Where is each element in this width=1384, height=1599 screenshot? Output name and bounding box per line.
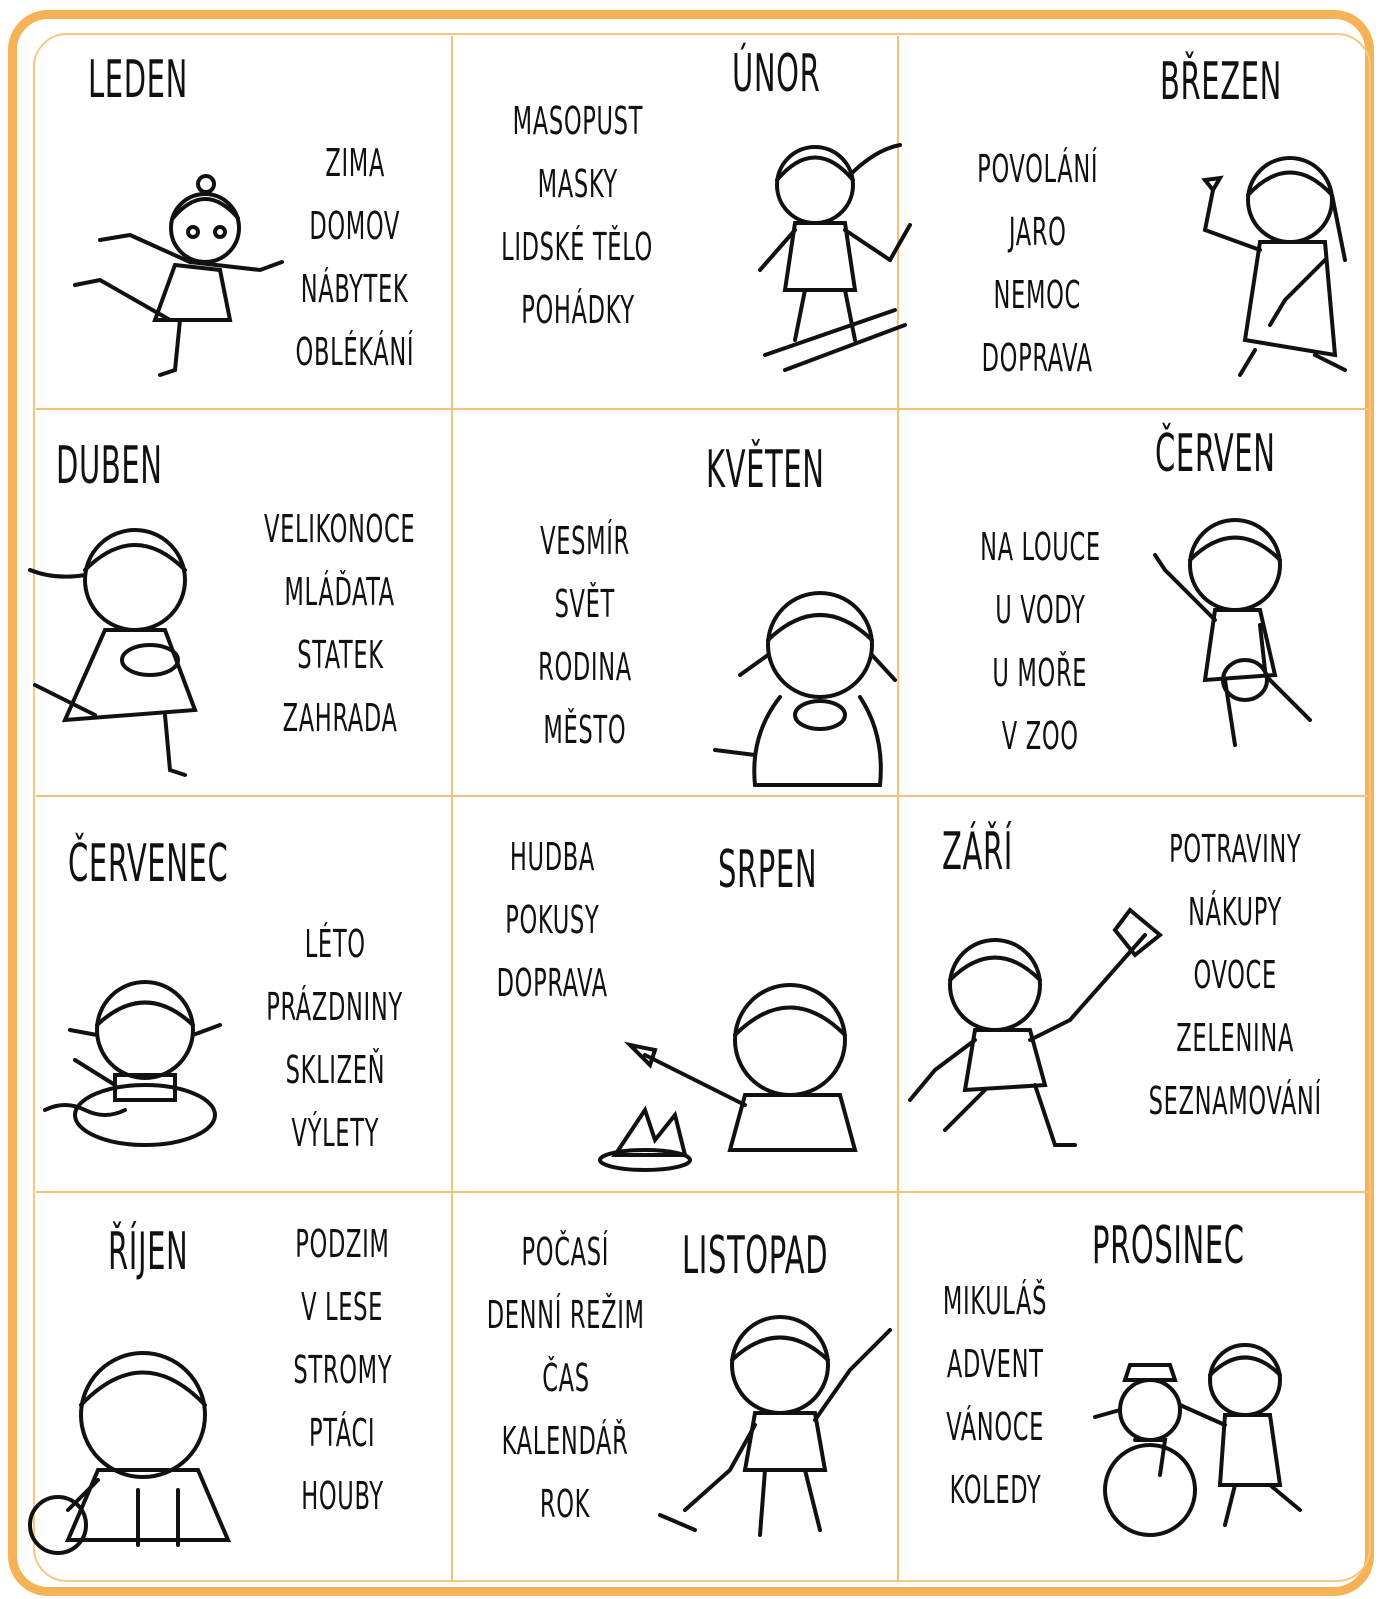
month-title-unor: ÚNOR <box>732 44 821 104</box>
topic-item: ZAHRADA <box>282 696 398 740</box>
girl-with-easter-basket-icon <box>25 520 225 784</box>
topic-item: PTÁCI <box>309 1411 376 1455</box>
topic-item: VESMÍR <box>540 519 630 563</box>
month-title-rijen: ŘÍJEN <box>108 1222 189 1282</box>
month-title-leden: LEDEN <box>88 50 188 110</box>
topic-item: KALENDÁŘ <box>502 1419 629 1463</box>
topic-item: DOPRAVA <box>496 961 609 1005</box>
topic-item: SEZNAMOVÁNÍ <box>1148 1079 1322 1123</box>
topic-item: POHÁDKY <box>520 288 635 332</box>
topic-item: NA LOUCE <box>979 525 1101 569</box>
topic-item: DENNÍ REŽIM <box>486 1293 645 1337</box>
topic-item: PRÁZDNINY <box>266 985 404 1029</box>
month-title-kveten: KVĚTEN <box>706 440 825 500</box>
month-title-srpen: SRPEN <box>718 840 818 900</box>
topic-item: MĚSTO <box>543 708 627 752</box>
topic-item: STATEK <box>296 633 384 677</box>
topic-item: ZIMA <box>325 141 385 185</box>
boy-at-campfire-icon <box>595 980 875 1179</box>
topic-item: U MOŘE <box>992 651 1088 695</box>
topic-item: OVOCE <box>1193 953 1277 997</box>
topic-item: RODINA <box>538 645 632 689</box>
boy-with-rake-icon <box>655 1310 895 1549</box>
topic-item: STROMY <box>293 1348 392 1392</box>
topic-item: ADVENT <box>946 1342 1044 1386</box>
topic-item: VÝLETY <box>291 1111 379 1155</box>
topic-item: NÁKUPY <box>1188 890 1282 934</box>
topic-list-duben <box>240 498 440 750</box>
topic-item: HUDBA <box>509 835 596 879</box>
grid-divider <box>36 1191 1370 1193</box>
month-title-cerven: ČERVEN <box>1155 424 1276 484</box>
girl-with-kitten-icon <box>710 585 900 804</box>
grid-divider <box>36 408 1370 410</box>
topic-item: V LESE <box>301 1285 384 1329</box>
topic-list-brezen <box>950 138 1125 390</box>
grid-divider <box>451 36 453 1582</box>
topic-item: MASKY <box>537 162 618 206</box>
topic-item: SKLIZEŇ <box>285 1048 385 1092</box>
ice-skating-girl-icon <box>60 170 290 384</box>
topic-item: DOMOV <box>309 204 401 248</box>
topic-item: KOLEDY <box>949 1468 1041 1512</box>
topic-item: POVOLÁNÍ <box>976 147 1099 191</box>
topic-item: POTRAVINY <box>1168 827 1302 871</box>
topic-item: ROK <box>540 1482 591 1526</box>
month-title-duben: DUBEN <box>56 436 163 496</box>
topic-list-kveten <box>500 510 670 762</box>
topic-item: MLÁĎATA <box>284 570 396 614</box>
topic-list-cervenec <box>250 913 420 1165</box>
topic-list-prosinec <box>920 1270 1070 1522</box>
topic-item: PODZIM <box>295 1222 390 1266</box>
topic-list-cerven <box>955 516 1125 768</box>
topic-item: OBLÉKÁNÍ <box>295 330 415 374</box>
topic-item: ZELENINA <box>1176 1016 1294 1060</box>
topic-item: MASOPUST <box>512 99 643 143</box>
waving-girl-icon <box>1145 510 1325 759</box>
topic-item: MIKULÁŠ <box>942 1279 1048 1323</box>
girl-in-swim-ring-icon <box>45 975 245 1159</box>
topic-list-listopad <box>468 1221 663 1536</box>
topic-list-leden <box>270 132 440 384</box>
month-title-prosinec: PROSINEC <box>1092 1216 1245 1276</box>
month-title-listopad: LISTOPAD <box>682 1226 829 1286</box>
topic-item: NEMOC <box>993 273 1082 317</box>
topic-item: HOUBY <box>301 1474 384 1518</box>
topic-item: SVĚT <box>554 582 616 626</box>
topic-item: POČASÍ <box>521 1230 610 1274</box>
topic-list-rijen <box>275 1213 410 1528</box>
topic-item: POKUSY <box>505 898 600 942</box>
skiing-child-icon <box>745 130 915 384</box>
girl-with-flowers-icon <box>1185 150 1355 394</box>
topic-item: LIDSKÉ TĚLO <box>501 225 654 269</box>
topic-item: VELIKONOCE <box>264 507 416 551</box>
girl-with-mushroom-basket-icon <box>28 1340 238 1564</box>
month-title-brezen: BŘEZEN <box>1160 52 1282 112</box>
topic-list-unor <box>470 90 685 342</box>
topic-item: NÁBYTEK <box>301 267 409 311</box>
topic-item: LÉTO <box>304 922 366 966</box>
topic-item: U VODY <box>994 588 1086 632</box>
topic-item: V ZOO <box>1001 714 1079 758</box>
month-title-zari: ZÁŘÍ <box>942 822 1013 882</box>
topic-item: JARO <box>1008 210 1067 254</box>
month-title-cervenec: ČERVENEC <box>68 834 229 894</box>
boy-with-kite-icon <box>905 910 1175 1159</box>
topic-item: DOPRAVA <box>981 336 1094 380</box>
topic-item: ČAS <box>541 1356 590 1400</box>
grid-divider <box>36 795 1370 797</box>
topic-item: VÁNOCE <box>946 1405 1044 1449</box>
girl-with-snowman-icon <box>1080 1335 1320 1539</box>
